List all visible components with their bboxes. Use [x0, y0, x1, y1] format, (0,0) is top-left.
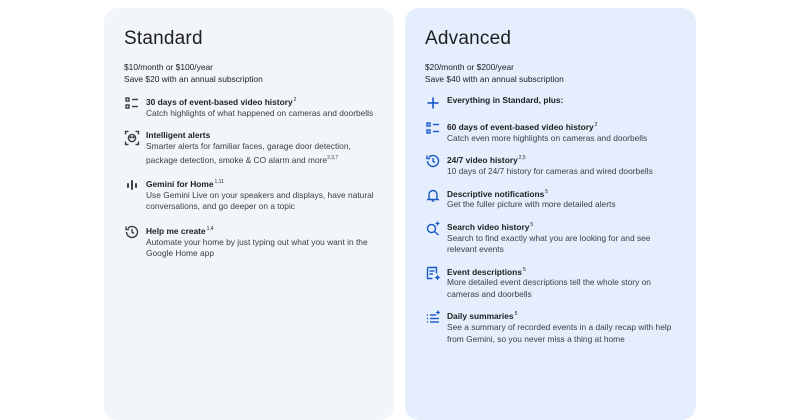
feature-list	[124, 95, 374, 260]
feature-description: 10 days of 24/7 history for cameras and wired doorbells	[447, 166, 653, 177]
footnote-ref: 1,4	[206, 225, 214, 232]
plus-icon	[425, 95, 441, 111]
feature-item	[124, 130, 374, 166]
feature-description: Catch even more highlights on cameras and doorbells	[447, 132, 648, 143]
feature-description: See a summary of recorded events in a daily recap with help from Gemini, so you never miss a thing at home	[447, 322, 672, 344]
plan-price	[425, 62, 676, 85]
savings-line: Save $20 with an annual subscription	[124, 73, 263, 84]
footnote-ref: 2	[293, 97, 297, 103]
feature-description: Smarter alerts for familiar faces, garage door detection, package detection, smoke & CO alarm and more	[146, 141, 351, 165]
feature-description: Use Gemini Live on your speakers and displays, have natural conversations, and go deeper on a topic	[146, 189, 374, 212]
description-icon	[425, 265, 441, 281]
feature-title: Help me create	[146, 225, 206, 236]
feature-title: 30 days of event-based video history	[146, 96, 293, 107]
advanced-plan-card	[405, 8, 696, 420]
feature-item	[425, 95, 676, 111]
feature-item	[425, 309, 676, 345]
feature-description: Search to find exactly what you are looking for and see relevant events	[447, 232, 651, 255]
feature-title: 24/7 video history	[447, 155, 518, 166]
feature-list	[425, 95, 676, 345]
price-line: $20/month or $200/year	[425, 62, 514, 72]
event-history-icon	[124, 95, 140, 111]
price-line: $10/month or $100/year	[124, 62, 213, 72]
footnote-ref: 2,3,7	[327, 154, 339, 161]
footnote-ref: 1,11	[214, 179, 224, 186]
feature-title: Intelligent alerts	[146, 130, 211, 141]
feature-item	[425, 153, 676, 177]
feature-item	[124, 177, 374, 213]
feature-item	[425, 220, 676, 256]
feature-item	[425, 120, 676, 144]
feature-item	[425, 187, 676, 211]
history-sparkle-icon	[124, 224, 140, 240]
feature-item	[124, 224, 374, 260]
footnote-ref: 5	[514, 311, 518, 318]
summary-list-icon	[425, 309, 441, 325]
feature-title: Search video history	[447, 221, 530, 232]
feature-description: Get the fuller picture with more detailed alerts	[447, 199, 616, 210]
feature-title: Daily summaries	[447, 311, 514, 322]
face-scan-icon	[124, 130, 140, 146]
event-history-icon	[425, 120, 441, 136]
savings-line: Save $40 with an annual subscription	[425, 73, 564, 84]
feature-title: 60 days of event-based video history	[447, 121, 594, 132]
feature-description: More detailed event descriptions tell the whole story on cameras and doorbells	[447, 277, 651, 299]
plan-title: Standard	[124, 28, 203, 49]
feature-title: Descriptive notifications	[447, 188, 545, 199]
standard-plan-card	[104, 8, 394, 420]
footnote-ref: 2	[594, 122, 598, 128]
bell-icon	[425, 187, 441, 203]
footnote-ref: 2,5	[518, 155, 526, 162]
plan-price	[124, 62, 374, 85]
search-sparkle-icon	[425, 220, 441, 236]
plan-title: Advanced	[425, 28, 512, 49]
feature-title: Gemini for Home	[146, 178, 214, 189]
gemini-voice-icon	[124, 177, 140, 193]
feature-title: Event descriptions	[447, 266, 522, 277]
footnote-ref: 5	[545, 188, 549, 195]
feature-description: Automate your home by just typing out what you want in the Google Home app	[146, 236, 368, 259]
feature-description: Catch highlights of what happened on cameras and doorbells	[146, 107, 374, 118]
feature-item	[425, 265, 676, 301]
history-icon	[425, 153, 441, 169]
feature-title: Everything in Standard, plus:	[447, 95, 564, 105]
footnote-ref: 5	[522, 266, 526, 273]
footnote-ref: 5	[530, 221, 534, 228]
feature-item	[124, 95, 374, 119]
